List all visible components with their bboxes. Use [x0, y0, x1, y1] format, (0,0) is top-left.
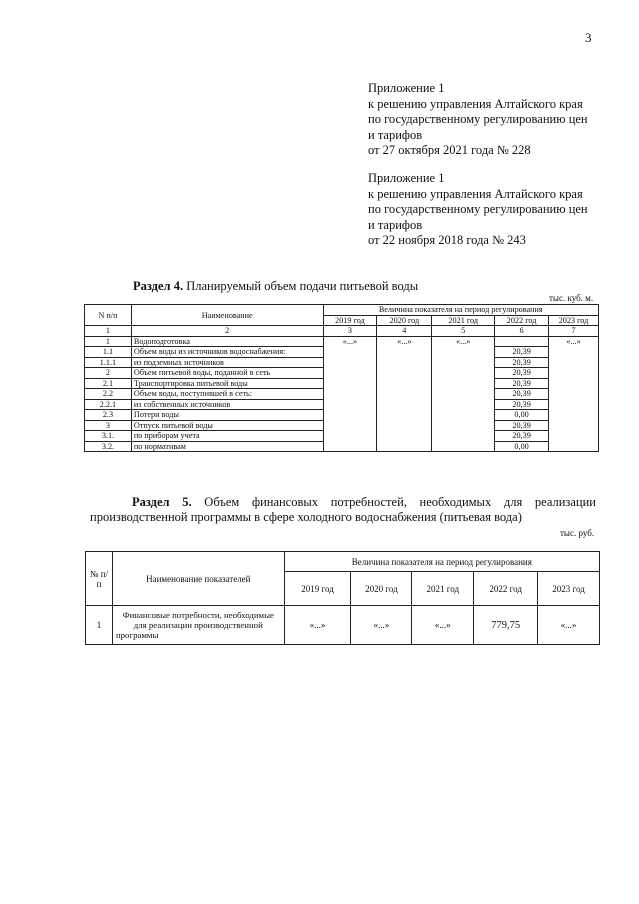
row-num: 2.3 — [85, 410, 132, 421]
value-2021: «...» — [432, 336, 495, 452]
section5-title-line1 — [90, 495, 596, 510]
col-number: 2 — [131, 326, 323, 337]
value-2022: 20,39 — [495, 389, 549, 400]
row-num: 3.2. — [85, 441, 132, 452]
col-number: 5 — [432, 326, 495, 337]
value-2020: «...» — [351, 606, 412, 645]
section4-title-text: Планируемый объем подачи питьевой воды — [183, 279, 419, 293]
appendix-line: и тарифов — [368, 127, 423, 142]
value-2022: 20,39 — [495, 399, 549, 410]
value-2022: 0,00 — [495, 441, 549, 452]
row-num: 3 — [85, 420, 132, 431]
row-num: 2.2 — [85, 389, 132, 400]
col-number: 1 — [85, 326, 132, 337]
section4-table — [84, 304, 599, 452]
value-2019: «...» — [284, 606, 351, 645]
appendix-line: по государственному регулированию цен — [368, 202, 588, 216]
table-row — [85, 336, 599, 347]
header-year: 2023 год — [538, 572, 600, 606]
row-name: Объем воды, поступившей в сеть: — [131, 389, 323, 400]
row-num: 1 — [85, 336, 132, 347]
section4-title-bold: Раздел 4. — [133, 279, 184, 293]
value-2021: «...» — [412, 606, 474, 645]
section4-unit: тыс. куб. м. — [549, 293, 594, 303]
header-year: 2020 год — [351, 572, 412, 606]
value-2022: 20,39 — [495, 357, 549, 368]
row-num: 2.1 — [85, 378, 132, 389]
col-number: 6 — [495, 326, 549, 337]
page-number: 3 — [585, 30, 592, 45]
col-number: 7 — [549, 326, 599, 337]
row-name: Финансовые потребности, необходимые для реализации производственной программы — [112, 606, 284, 645]
row-name: из собственных источников — [131, 399, 323, 410]
value-2022: 20,39 — [495, 431, 549, 442]
row-num: 2.2.1 — [85, 399, 132, 410]
header-year: 2022 год — [474, 572, 538, 606]
section5-title-bold: Раздел 5. — [132, 495, 192, 509]
row-num: 1 — [86, 606, 113, 645]
value-2020: «...» — [377, 336, 432, 452]
col-number: 3 — [323, 326, 377, 337]
appendix-line: от 27 октября 2021 года № 228 — [368, 143, 531, 157]
appendix-line: Приложение 1 — [368, 81, 445, 95]
header-name: Наименование — [131, 305, 323, 326]
header-year: 2023 год — [549, 315, 599, 326]
appendix-line: к решению управления Алтайского края — [368, 96, 583, 111]
row-name: по приборам учета — [131, 431, 323, 442]
header-period: Величина показателя на период регулирования — [284, 552, 599, 572]
value-2022: 20,39 — [495, 378, 549, 389]
header-year: 2021 год — [412, 572, 474, 606]
row-name: по нормативам — [131, 441, 323, 452]
header-year: 2022 год — [495, 315, 549, 326]
row-num: 1.1.1 — [85, 357, 132, 368]
section5-title-line2: производственной программы в сфере холодного водоснабжения (питьевая вода) — [90, 510, 522, 524]
row-num: 3.1. — [85, 431, 132, 442]
appendix-line: от 22 ноября 2018 года № 243 — [368, 233, 526, 247]
header-num: N п/п — [85, 305, 132, 326]
value-2022 — [495, 336, 549, 347]
header-period: Величина показателя на период регулирования — [323, 305, 599, 316]
appendix-block-current — [368, 81, 588, 159]
row-name: Водоподготовка — [131, 336, 323, 347]
appendix-block-original — [368, 171, 588, 249]
header-year: 2021 год — [432, 315, 495, 326]
section5-unit: тыс. руб. — [560, 528, 595, 538]
row-name: Потери воды — [131, 410, 323, 421]
col-number: 4 — [377, 326, 432, 337]
section5-title — [90, 495, 596, 525]
row-name: из подземных источников — [131, 357, 323, 368]
value-2022: 779,75 — [474, 606, 538, 645]
header-year: 2019 год — [323, 315, 377, 326]
row-name: Объем воды из источников водоснабжения: — [131, 347, 323, 358]
value-2022: 20,39 — [495, 420, 549, 431]
section4-title — [133, 279, 418, 294]
section5-table — [85, 551, 600, 645]
value-2019: «...» — [323, 336, 377, 452]
section5-title-text: Объем финансовых потребностей, необходимых для реализации — [191, 495, 596, 509]
header-name: Наименование показателей — [112, 552, 284, 606]
value-2022: 20,39 — [495, 368, 549, 379]
row-num: 2 — [85, 368, 132, 379]
row-name: Объем питьевой воды, поданной в сеть — [131, 368, 323, 379]
row-num: 1.1 — [85, 347, 132, 358]
value-2022: 0,00 — [495, 410, 549, 421]
appendix-line: к решению управления Алтайского края — [368, 186, 583, 201]
header-num: № п/п — [86, 552, 113, 606]
value-2023: «...» — [549, 336, 599, 452]
row-name: Транспортировка питьевой воды — [131, 378, 323, 389]
table-row — [86, 606, 600, 645]
appendix-line: и тарифов — [368, 217, 423, 232]
value-2023: «...» — [538, 606, 600, 645]
header-year: 2019 год — [284, 572, 351, 606]
row-name: Отпуск питьевой воды — [131, 420, 323, 431]
appendix-line: Приложение 1 — [368, 171, 445, 185]
value-2022: 20,39 — [495, 347, 549, 358]
appendix-line: по государственному регулированию цен — [368, 112, 588, 126]
header-year: 2020 год — [377, 315, 432, 326]
